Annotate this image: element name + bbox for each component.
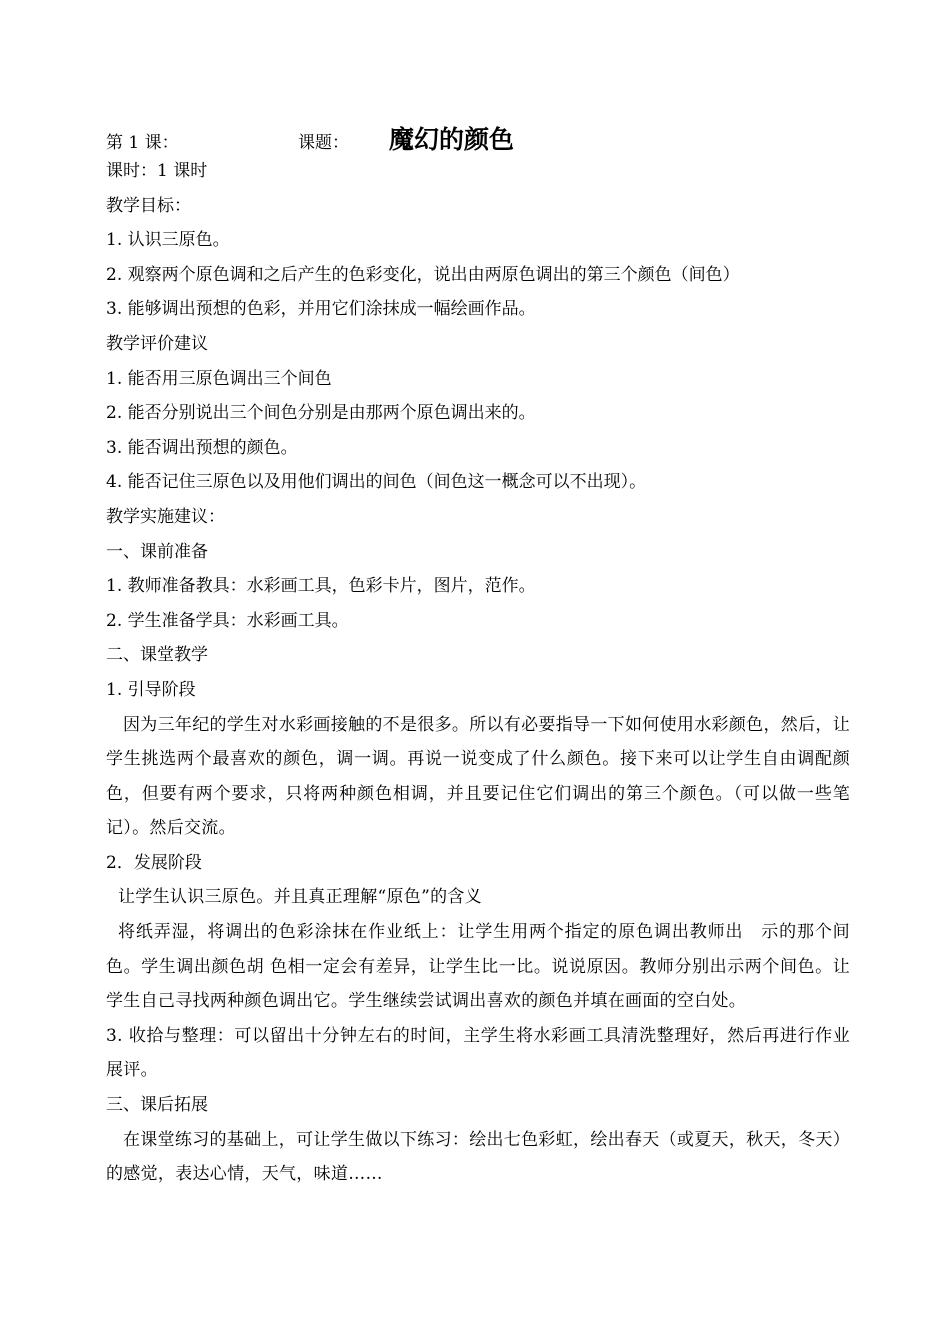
- guide-paragraph: 因为三年纪的学生对水彩画接触的不是很多。所以有必要指导一下如何使用水彩颜色，然后，让学生挑选两个最喜欢的颜色，调一调。再说一说变成了什么颜色。接下来可以让学生自由调配颜色，但要有两个要求，只将两种颜色相调，并且要记住它们调出的第三个颜色。（可以做一些笔记）。然后交流。: [106, 714, 850, 839]
- evaluation-item: 1. 能否用三原色调出三个间色: [106, 368, 332, 389]
- document-page: [106, 118, 850, 1192]
- section-heading-implementation: 教学实施建议：: [106, 506, 225, 527]
- class-hours: 课时：1 课时: [106, 161, 208, 181]
- preparation-item: 2. 学生准备学具：水彩画工具。: [106, 610, 349, 631]
- goal-item: 2. 观察两个原色调和之后产生的色彩变化，说出由两原色调出的第三个颜色（间色）: [106, 264, 740, 285]
- preparation-item: 1. 教师准备教具：水彩画工具，色彩卡片，图片，范作。: [106, 576, 536, 597]
- evaluation-item: 4. 能否记住三原色以及用他们调出的间色（间色这一概念可以不出现）。: [106, 472, 647, 493]
- develop-paragraph: 让学生认识三原色。并且真正理解“原色”的含义: [118, 887, 482, 908]
- goal-item: 3. 能够调出预想的色彩，并用它们涂抹成一幅绘画作品。: [106, 299, 536, 320]
- develop-paragraph: 将纸弄湿，将调出的色彩涂抹在作业纸上：让学生用两个指定的原色调出教师出 示的那个间色。学生调出颜色胡 色相一定会有差异，让学生比一比。说说原因。教师分别出示两个间色。让学生自己寻找两种颜色调出它。学生继续尝试调出喜欢的颜色并填在画面的空白处。: [106, 922, 850, 1012]
- lesson-title: 魔幻的颜色: [389, 125, 515, 154]
- tidy-paragraph: 3. 收拾与整理：可以留出十分钟左右的时间，主学生将水彩画工具清洗整理好，然后再进行作业展评。: [106, 1025, 850, 1081]
- section-heading-goals: 教学目标：: [106, 195, 191, 216]
- topic-label: 课题：: [298, 133, 349, 153]
- section-heading-evaluation: 教学评价建议: [106, 333, 208, 354]
- lesson-number: 第 1 课：: [106, 133, 179, 153]
- subsection-heading-classroom: 二、课堂教学: [106, 645, 208, 666]
- title-row: [106, 118, 850, 154]
- stage-heading-guide: 1. 引导阶段: [106, 679, 196, 700]
- evaluation-item: 3. 能否调出预想的颜色。: [106, 437, 298, 458]
- subsection-heading-extension: 三、课后拓展: [106, 1095, 208, 1116]
- stage-heading-develop: 2．发展阶段: [106, 852, 202, 873]
- evaluation-item: 2. 能否分别说出三个间色分别是由那两个原色调出来的。: [106, 403, 536, 424]
- goal-item: 1. 认识三原色。: [106, 230, 230, 251]
- extension-paragraph: 在课堂练习的基础上，可让学生做以下练习：绘出七色彩虹，绘出春天（或夏天，秋天，冬天）的感觉，表达心情，天气，味道……: [106, 1129, 850, 1185]
- subsection-heading-preparation: 一、课前准备: [106, 541, 208, 562]
